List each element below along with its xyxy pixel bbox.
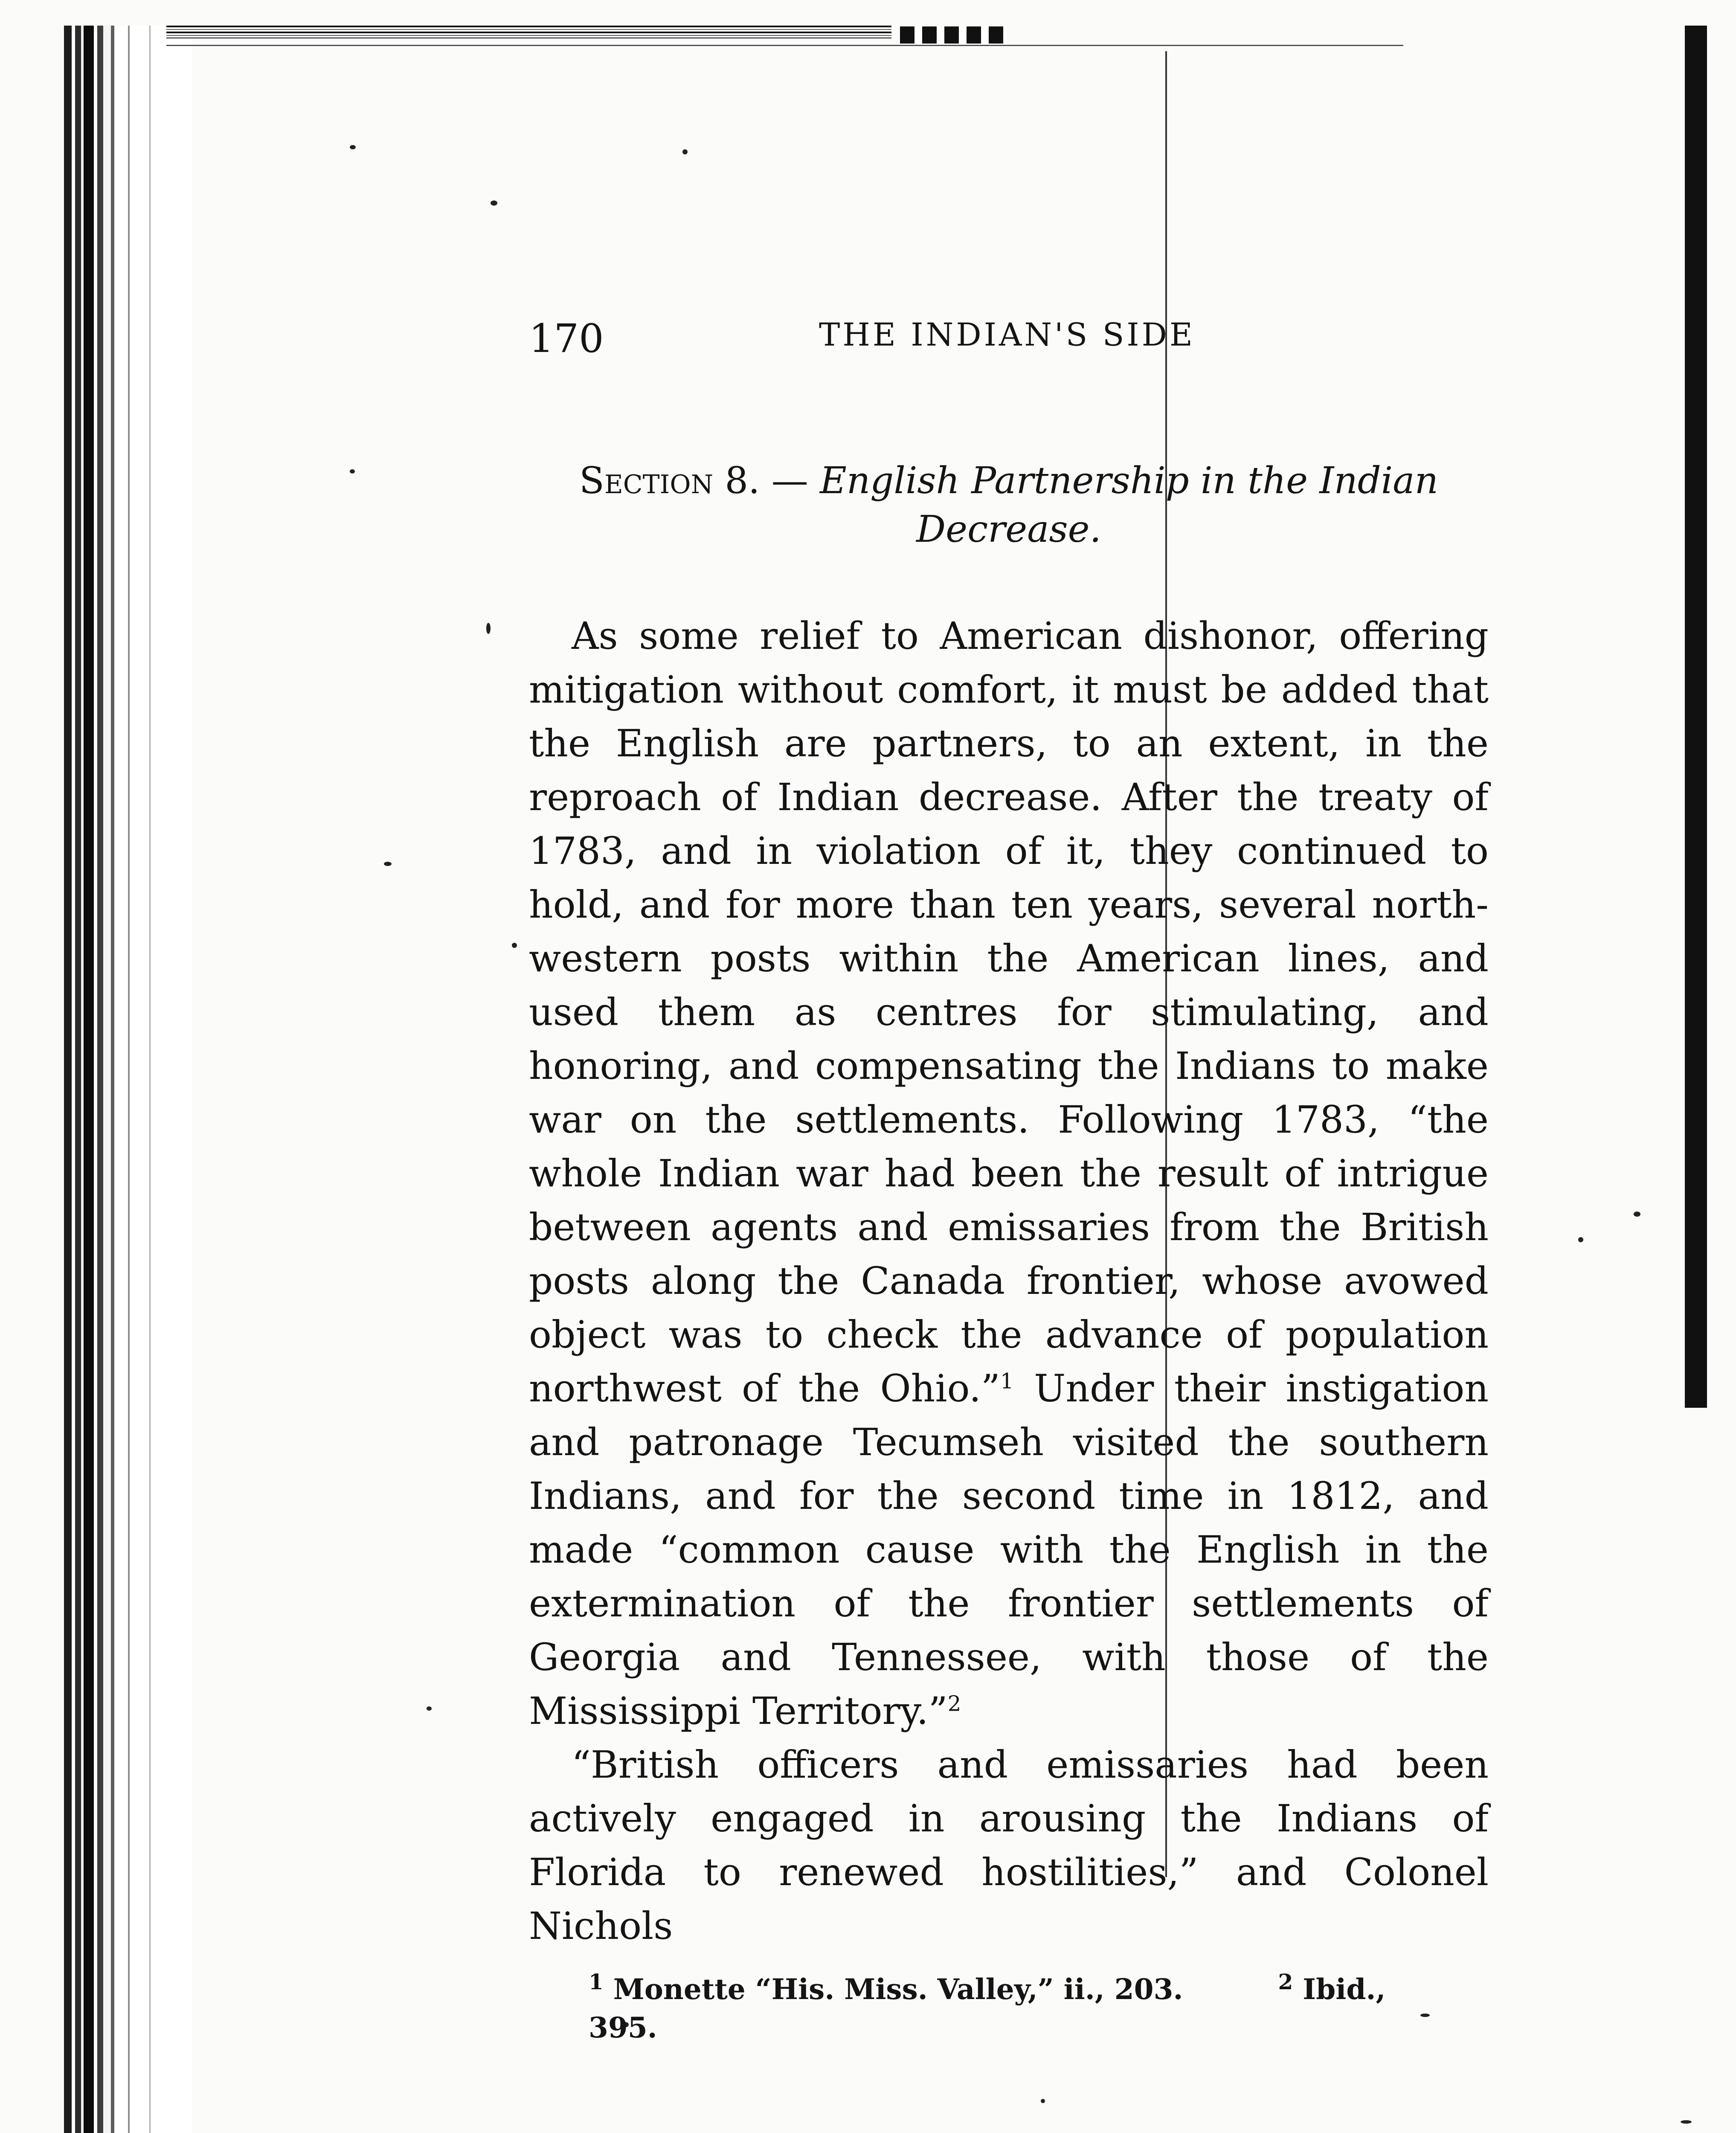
paragraph-text: As some relief to American dishonor, offering mitigation without comfort, it must be added that the English are partners, to an extent, in the reproach of Indian decrease. After the treaty of 1783, and in violation of it, they continued to hold, and for more than ten years, several north-western posts within the American lines, and used them as centres for stimulating, and honoring, and compensating the Indians to make war on the settlements. Following 1783, “the whole Indian war had been the result of intrigue between agents and emissaries from the British posts along the Canada frontier, whose avowed object was to check the advance of population northwest of the Ohio.”	[529, 614, 1489, 1410]
footnote-ref: 2	[947, 1691, 961, 1716]
scan-top-blocks	[900, 26, 1007, 44]
paragraph-text: Under their instigation and patronage Tecumseh visited the southern Indians, and for the second time in 1812, and made “common cause with the English in the extermination of the frontier settlements of Georgia and Tennessee, with those of the Mississippi Territory.”	[529, 1366, 1489, 1733]
scan-speck	[682, 149, 688, 154]
scan-speck	[384, 862, 392, 866]
paragraph-text: “British officers and emissaries had been actively engaged in arousing the Indians of Florida to renewed hostilities,” and Colonel Nichols	[529, 1743, 1489, 1948]
section-label: Section 8.	[579, 459, 760, 502]
footnote-marker: 2	[1278, 1969, 1293, 1994]
footnotes	[529, 1970, 1489, 2047]
footnote-text: Ibid., 395.	[589, 1973, 1386, 2044]
scan-top-line	[166, 45, 1403, 46]
scan-speck	[350, 469, 355, 474]
paragraph	[529, 1738, 1489, 1953]
scan-speck	[1578, 1237, 1583, 1242]
page-header	[529, 299, 1553, 375]
scan-speck	[491, 201, 497, 206]
section-dash: —	[760, 459, 820, 502]
footnote-marker: 1	[589, 1969, 604, 1994]
page-content	[529, 299, 1553, 2047]
scan-binding-edge	[64, 26, 192, 2133]
running-head: THE INDIAN'S SIDE	[819, 317, 1195, 353]
scan-right-edge	[1685, 26, 1707, 1408]
scan-speck	[350, 145, 356, 149]
scan-speck	[1041, 2099, 1045, 2103]
paragraph	[529, 609, 1489, 1738]
scan-speck	[486, 623, 491, 634]
scan-speck	[1681, 2120, 1692, 2124]
section-heading	[529, 456, 1489, 554]
scan-top-edge	[166, 26, 891, 38]
page-number: 170	[529, 316, 604, 361]
body-text	[529, 609, 1489, 1953]
scan-speck	[512, 943, 517, 948]
scan-speck	[1634, 1212, 1640, 1217]
scan-speck	[427, 1706, 432, 1711]
footnote-text: Monette “His. Miss. Valley,” ii., 203.	[613, 1973, 1183, 2006]
footnote	[589, 1969, 1226, 2006]
footnote-ref: 1	[1000, 1369, 1014, 1394]
section-title: English Partnership in the Indian Decrease.	[820, 459, 1438, 551]
